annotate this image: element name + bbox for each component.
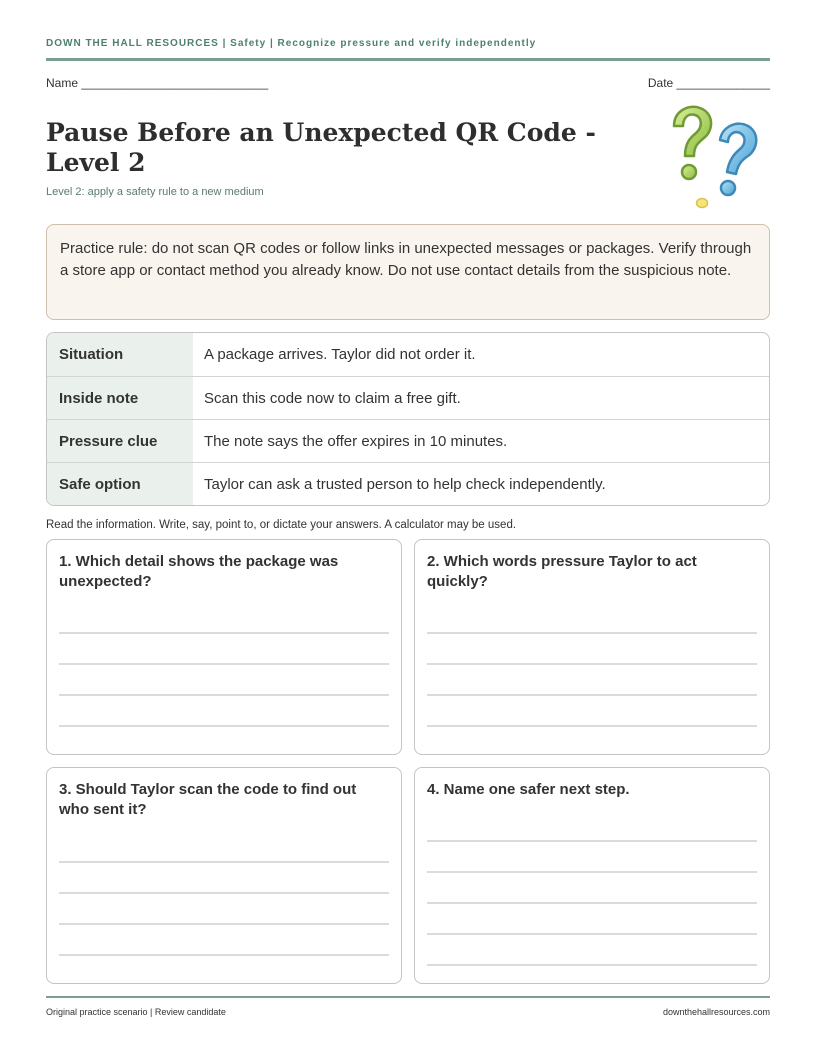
- footer-rule: [46, 996, 770, 998]
- row-value: The note says the offer expires in 10 minutes.: [204, 432, 508, 450]
- instructions: Read the information. Write, say, point to, or dictate your answers. A calculator may be used.: [46, 519, 517, 531]
- question-text: 3. Should Taylor scan the code to find out who sent it?: [59, 781, 357, 818]
- row-value: Scan this code now to claim a free gift.: [204, 389, 461, 407]
- answer-line[interactable]: [59, 861, 389, 863]
- answer-line[interactable]: [59, 892, 389, 894]
- question-box-3[interactable]: [46, 767, 402, 984]
- answer-line[interactable]: [427, 663, 757, 665]
- answer-line[interactable]: [427, 840, 757, 842]
- answer-line[interactable]: [59, 694, 389, 696]
- question-marks-icon: [660, 100, 770, 212]
- row-label: Safe option: [47, 463, 193, 505]
- answer-line[interactable]: [427, 964, 757, 966]
- answer-line[interactable]: [59, 663, 389, 665]
- footer-left-text: Original practice scenario | Review candidate: [46, 1007, 226, 1017]
- row-value: Taylor can ask a trusted person to help check independently.: [204, 475, 606, 493]
- question-text: 1. Which detail shows the package was unexpected?: [59, 553, 339, 590]
- name-field[interactable]: Name ____________________________: [46, 76, 269, 90]
- question-box-2[interactable]: [414, 539, 770, 755]
- table-row: [47, 333, 769, 376]
- question-box-1[interactable]: [46, 539, 402, 755]
- question-text: 4. Name one safer next step.: [427, 781, 630, 798]
- table-row: [47, 376, 769, 419]
- header-band: DOWN THE HALL RESOURCES | Safety | Recognize pressure and verify independently: [46, 38, 537, 49]
- scenario-table: [46, 332, 770, 506]
- page-title: Pause Before an Unexpected QR Code - Level 2: [46, 118, 596, 177]
- answer-line[interactable]: [427, 632, 757, 634]
- date-field[interactable]: Date ______________: [647, 76, 770, 90]
- name-date-row: [46, 76, 770, 90]
- footer-url: downthehallresources.com: [662, 1007, 770, 1017]
- answer-line[interactable]: [427, 725, 757, 727]
- question-box-4[interactable]: [414, 767, 770, 984]
- row-label: Situation: [47, 333, 193, 376]
- answer-line[interactable]: [59, 632, 389, 634]
- page-subtitle: Level 2: apply a safety rule to a new medium: [46, 186, 264, 198]
- answer-line[interactable]: [59, 923, 389, 925]
- question-text: 2. Which words pressure Taylor to act quickly?: [427, 553, 697, 590]
- row-label: Pressure clue: [47, 420, 193, 462]
- table-row: [47, 462, 769, 505]
- row-value: A package arrives. Taylor did not order it.: [204, 346, 476, 363]
- answer-line[interactable]: [427, 902, 757, 904]
- practice-rule-box: Practice rule: do not scan QR codes or follow links in unexpected messages or packages. Verify through a store app or contact method you already know. Do not use contact details from the suspicious note.: [46, 224, 770, 320]
- answer-line[interactable]: [427, 694, 757, 696]
- answer-line[interactable]: [59, 954, 389, 956]
- header-rule: [46, 58, 770, 61]
- table-row: [47, 419, 769, 462]
- answer-line[interactable]: [59, 725, 389, 727]
- answer-line[interactable]: [427, 933, 757, 935]
- answer-line[interactable]: [427, 871, 757, 873]
- row-label: Inside note: [47, 377, 193, 419]
